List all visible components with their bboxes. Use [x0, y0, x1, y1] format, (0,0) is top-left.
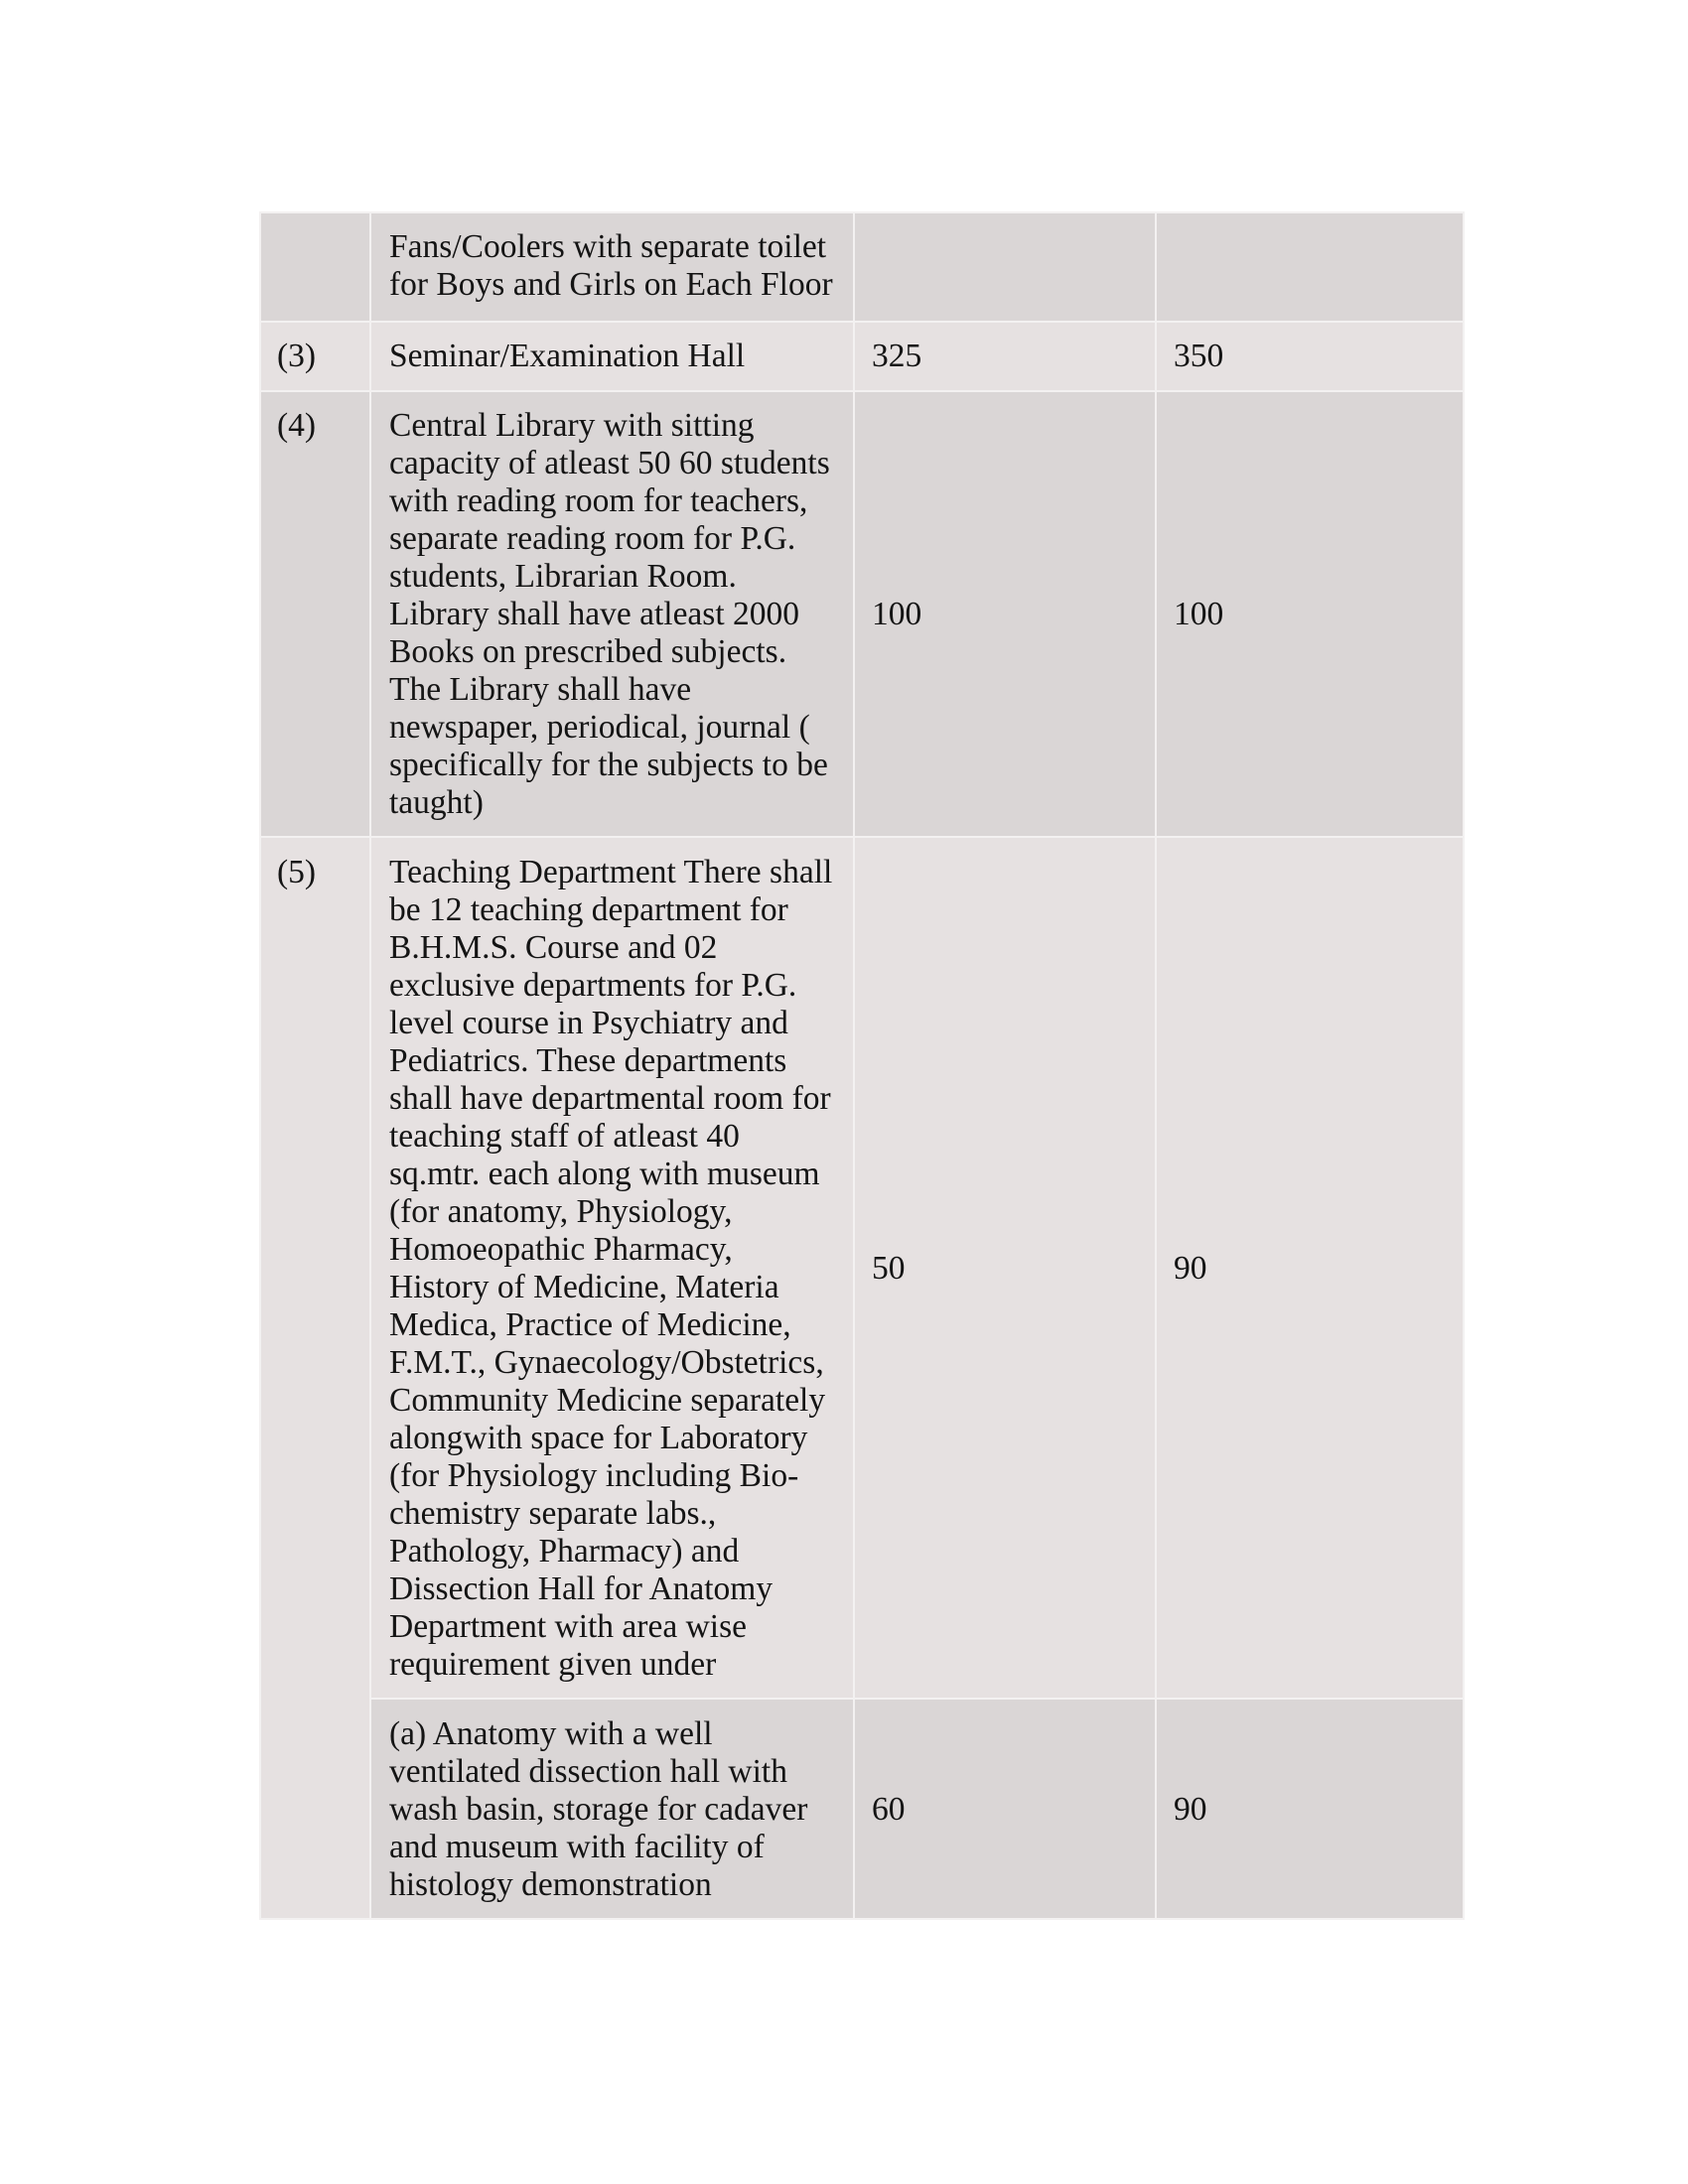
- value-a-cell: [854, 212, 1156, 322]
- value-b-cell: 90: [1156, 837, 1464, 1699]
- table-row: [260, 837, 1464, 1699]
- description-cell: Teaching Department There shall be 12 teaching department for B.H.M.S. Course and 02 exclusive departments for P.G. level course in Psychiatry and Pediatrics. These departments shall have departmental room for teaching staff of atleast 40 sq.mtr. each along with museum (for anatomy, Physiology, Homoeopathic Pharmacy, History of Medicine, Materia Medica, Practice of Medicine, F.M.T., Gynaecology/Obstetrics, Community Medicine separately alongwith space for Laboratory (for Physiology including Bio-chemistry separate labs., Pathology, Pharmacy) and Dissection Hall for Anatomy Department with area wise requirement given under: [370, 837, 854, 1699]
- description-cell: Central Library with sitting capacity of atleast 50 60 students with reading room for teachers, separate reading room for P.G. students, Librarian Room. Library shall have atleast 2000 Books on prescribed subjects. The Library shall have newspaper, periodical, journal ( specifically for the subjects to be taught): [370, 391, 854, 837]
- value-a-cell: 325: [854, 322, 1156, 391]
- value-b-cell: 90: [1156, 1699, 1464, 1919]
- table-row: [260, 1699, 1464, 1919]
- value-b-cell: 100: [1156, 391, 1464, 837]
- accommodation-requirements-table: [259, 211, 1465, 1920]
- value-b-cell: 350: [1156, 322, 1464, 391]
- row-number-cell: (4): [260, 391, 370, 837]
- value-a-cell: 60: [854, 1699, 1156, 1919]
- description-cell: Fans/Coolers with separate toilet for Boys and Girls on Each Floor: [370, 212, 854, 322]
- row-number-cell: (3): [260, 322, 370, 391]
- value-b-cell: [1156, 212, 1464, 322]
- value-a-cell: 100: [854, 391, 1156, 837]
- description-cell: (a) Anatomy with a well ventilated dissection hall with wash basin, storage for cadaver and museum with facility of histology demonstration: [370, 1699, 854, 1919]
- row-number-cell: [260, 212, 370, 322]
- table-row: [260, 212, 1464, 322]
- table-row: [260, 391, 1464, 837]
- row-number-cell: (5): [260, 837, 370, 1919]
- table-row: [260, 322, 1464, 391]
- value-a-cell: 50: [854, 837, 1156, 1699]
- description-cell: Seminar/Examination Hall: [370, 322, 854, 391]
